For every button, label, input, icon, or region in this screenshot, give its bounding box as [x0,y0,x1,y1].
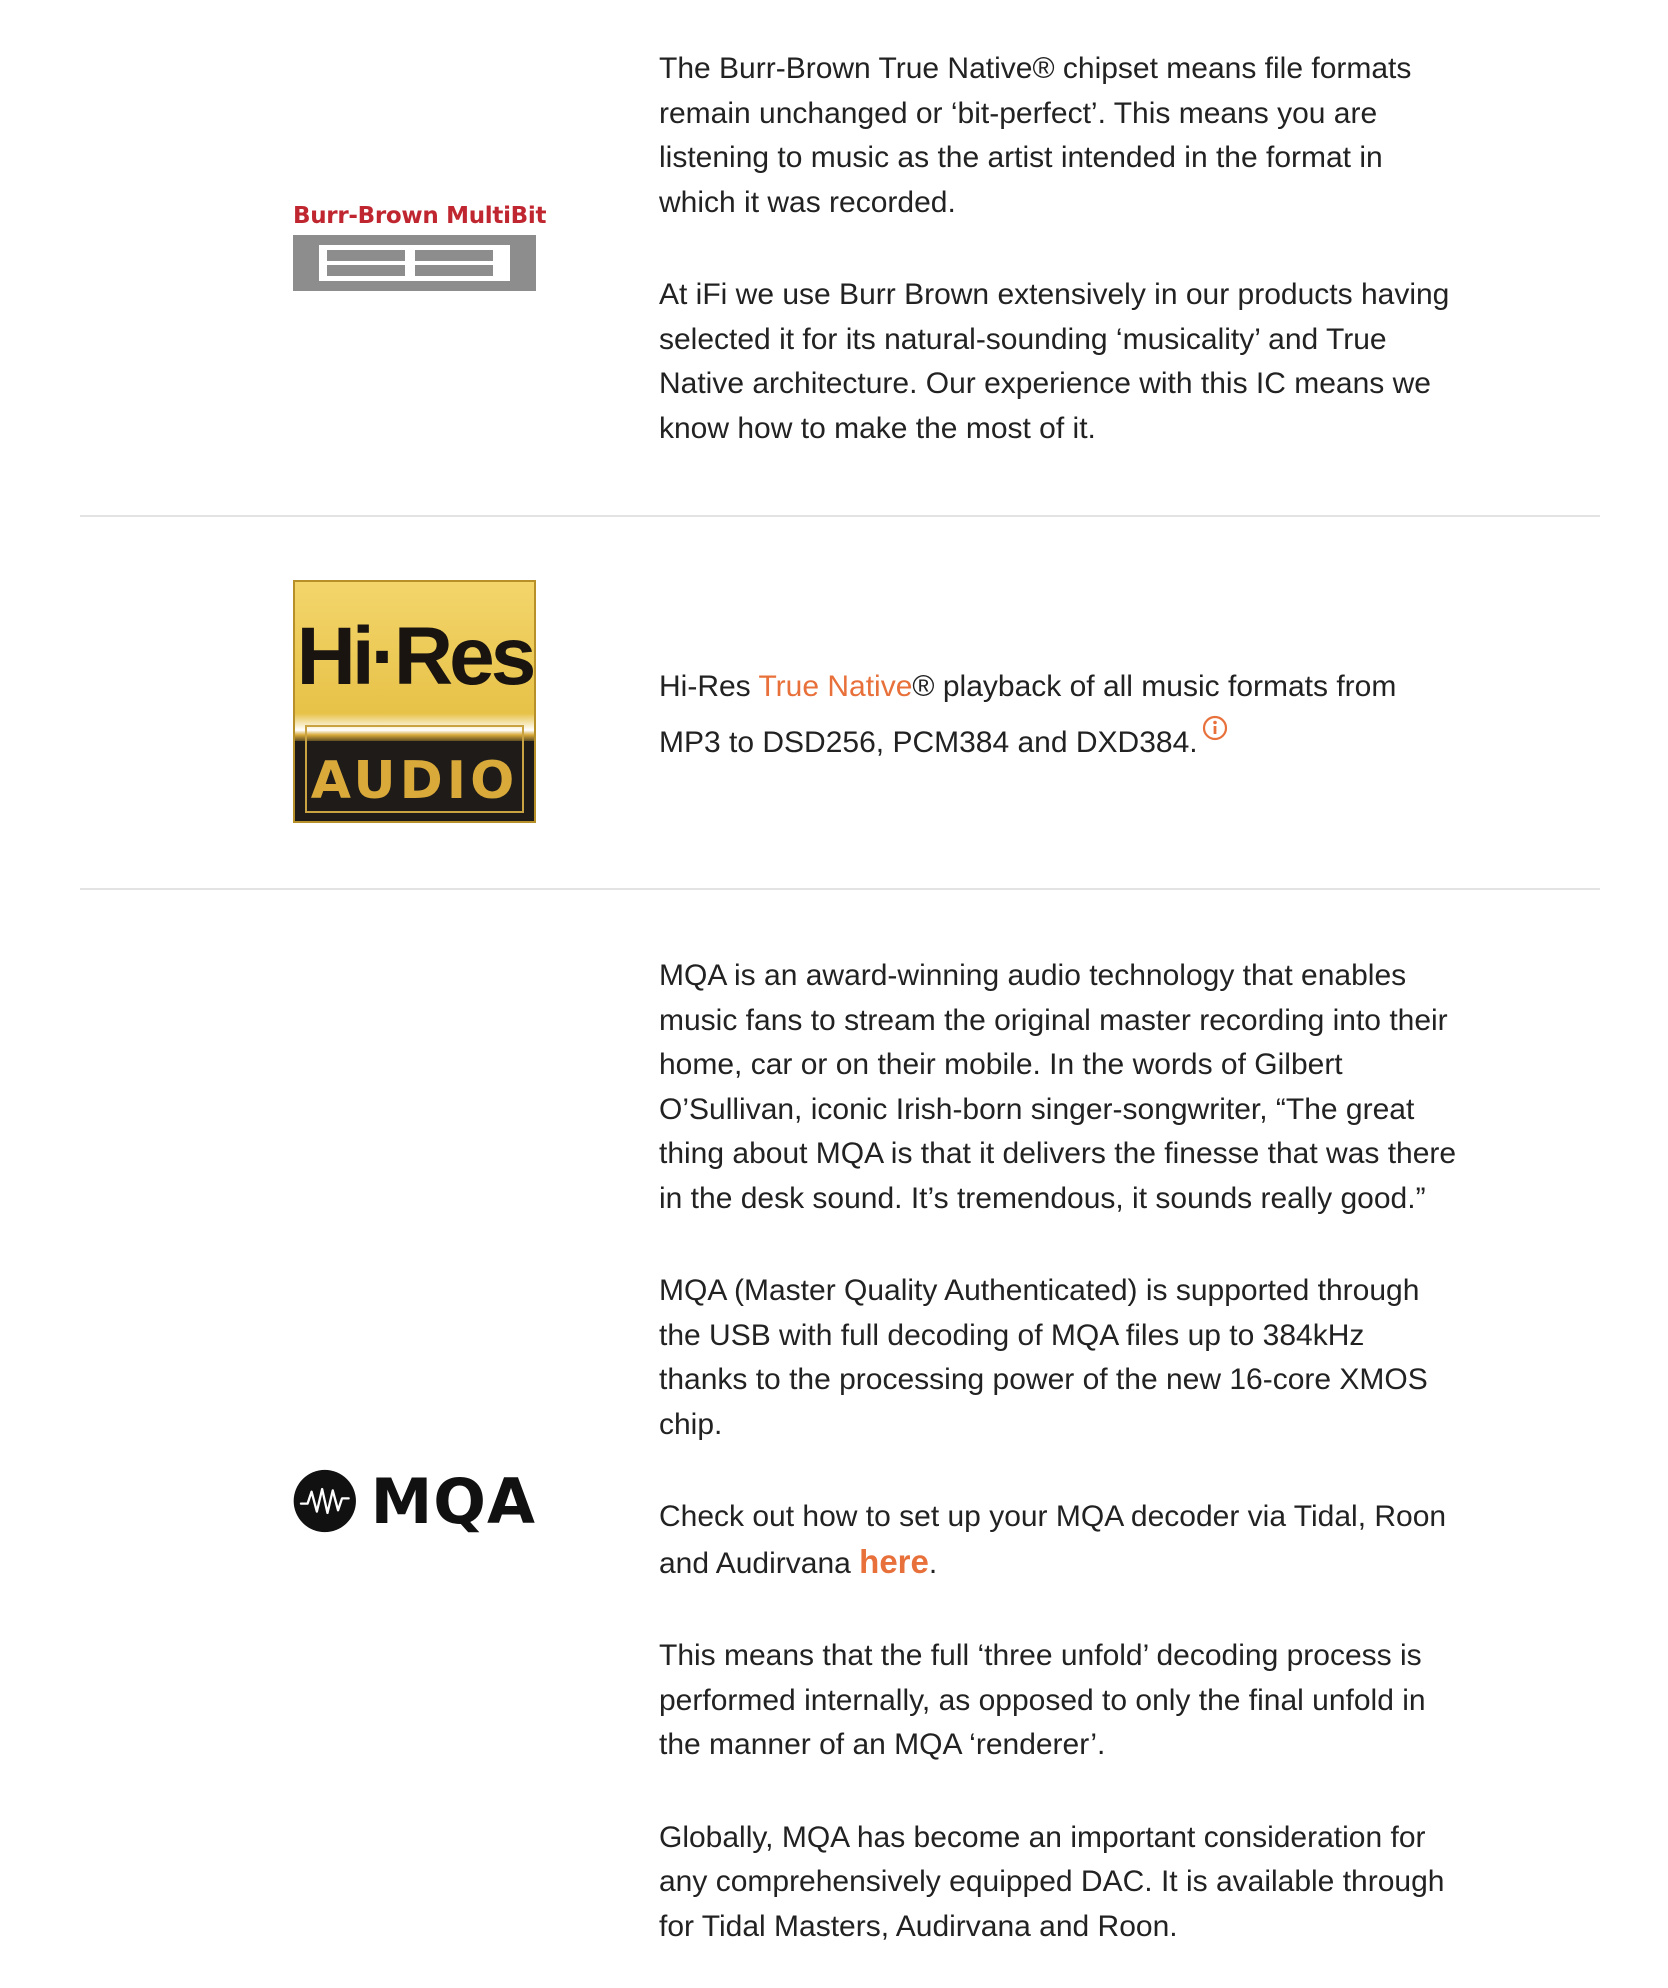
hires-text-before: Hi-Res [659,670,759,703]
hires-description [659,665,1459,765]
hires-audio-logo [293,580,536,823]
hires-logo-bottom-text: AUDIO [295,741,534,821]
burr-brown-paragraph-1: The Burr-Brown True Native® chipset means file formats remain unchanged or ‘bit-perfect’. This means you are listening to music as the artist intended in the format in which it was recorded. [659,52,1412,219]
mqa-section [0,890,1668,1988]
burr-brown-logo [293,203,547,291]
mqa-wave-icon [293,1453,357,1549]
mqa-paragraph-2: MQA (Master Quality Authenticated) is supported through the USB with full decoding of MQA files up to 384kHz thanks to the processing power of the new 16-core XMOS chip. [659,1274,1428,1441]
hires-section [0,517,1668,888]
burr-brown-logo-title: Burr-Brown MultiBit [293,203,547,229]
mqa-setup-here-link[interactable]: here [859,1542,929,1580]
hires-logo-top-text: Hi·Res [296,611,533,702]
mqa-logo [293,1453,536,1549]
hires-text-after: ® playback of all music formats from MP3 to DSD256, PCM384 and DXD384. [659,670,1397,759]
mqa-logo-text: MQA [370,1464,536,1538]
mqa-paragraph-4: Globally, MQA has become an important consideration for any comprehensively equipped DAC. It is available through for Tidal Masters, Audirvana and Roon. [659,1820,1445,1943]
mqa-setup-text: Check out how to set up your MQA decoder via Tidal, Roon and Audirvana [659,1500,1447,1580]
hires-paragraph [659,665,1459,765]
mqa-paragraph-3: This means that the full ‘three unfold’ decoding process is performed internally, as opposed to only the final unfold in the manner of an MQA ‘renderer’. [659,1639,1426,1761]
burr-brown-section [0,0,1668,515]
mqa-paragraph-1: MQA is an award-winning audio technology that enables music fans to stream the original master recording into their home, car or on their mobile. In the words of Gilbert O’Sullivan, iconic Irish-born singer-songwriter, “The great thing about MQA is that it delivers the finesse that was there in the desk sound. It’s tremendous, it sounds really good.” [659,959,1457,1215]
burr-brown-logo-plate [293,235,536,291]
mqa-description [659,954,1459,1949]
true-native-link[interactable]: True Native [758,670,913,703]
mqa-setup-paragraph [659,1495,1459,1586]
bb-mark-icon [293,235,536,291]
burr-brown-paragraph-2: At iFi we use Burr Brown extensively in our products having selected it for its natural-sounding ‘musicality’ and True Native architecture. Our experience with this IC means we know how to make the most of it. [659,278,1450,445]
burr-brown-description [659,47,1459,451]
info-circle-icon[interactable] [1202,710,1228,755]
mqa-setup-text-end: . [928,1546,938,1580]
